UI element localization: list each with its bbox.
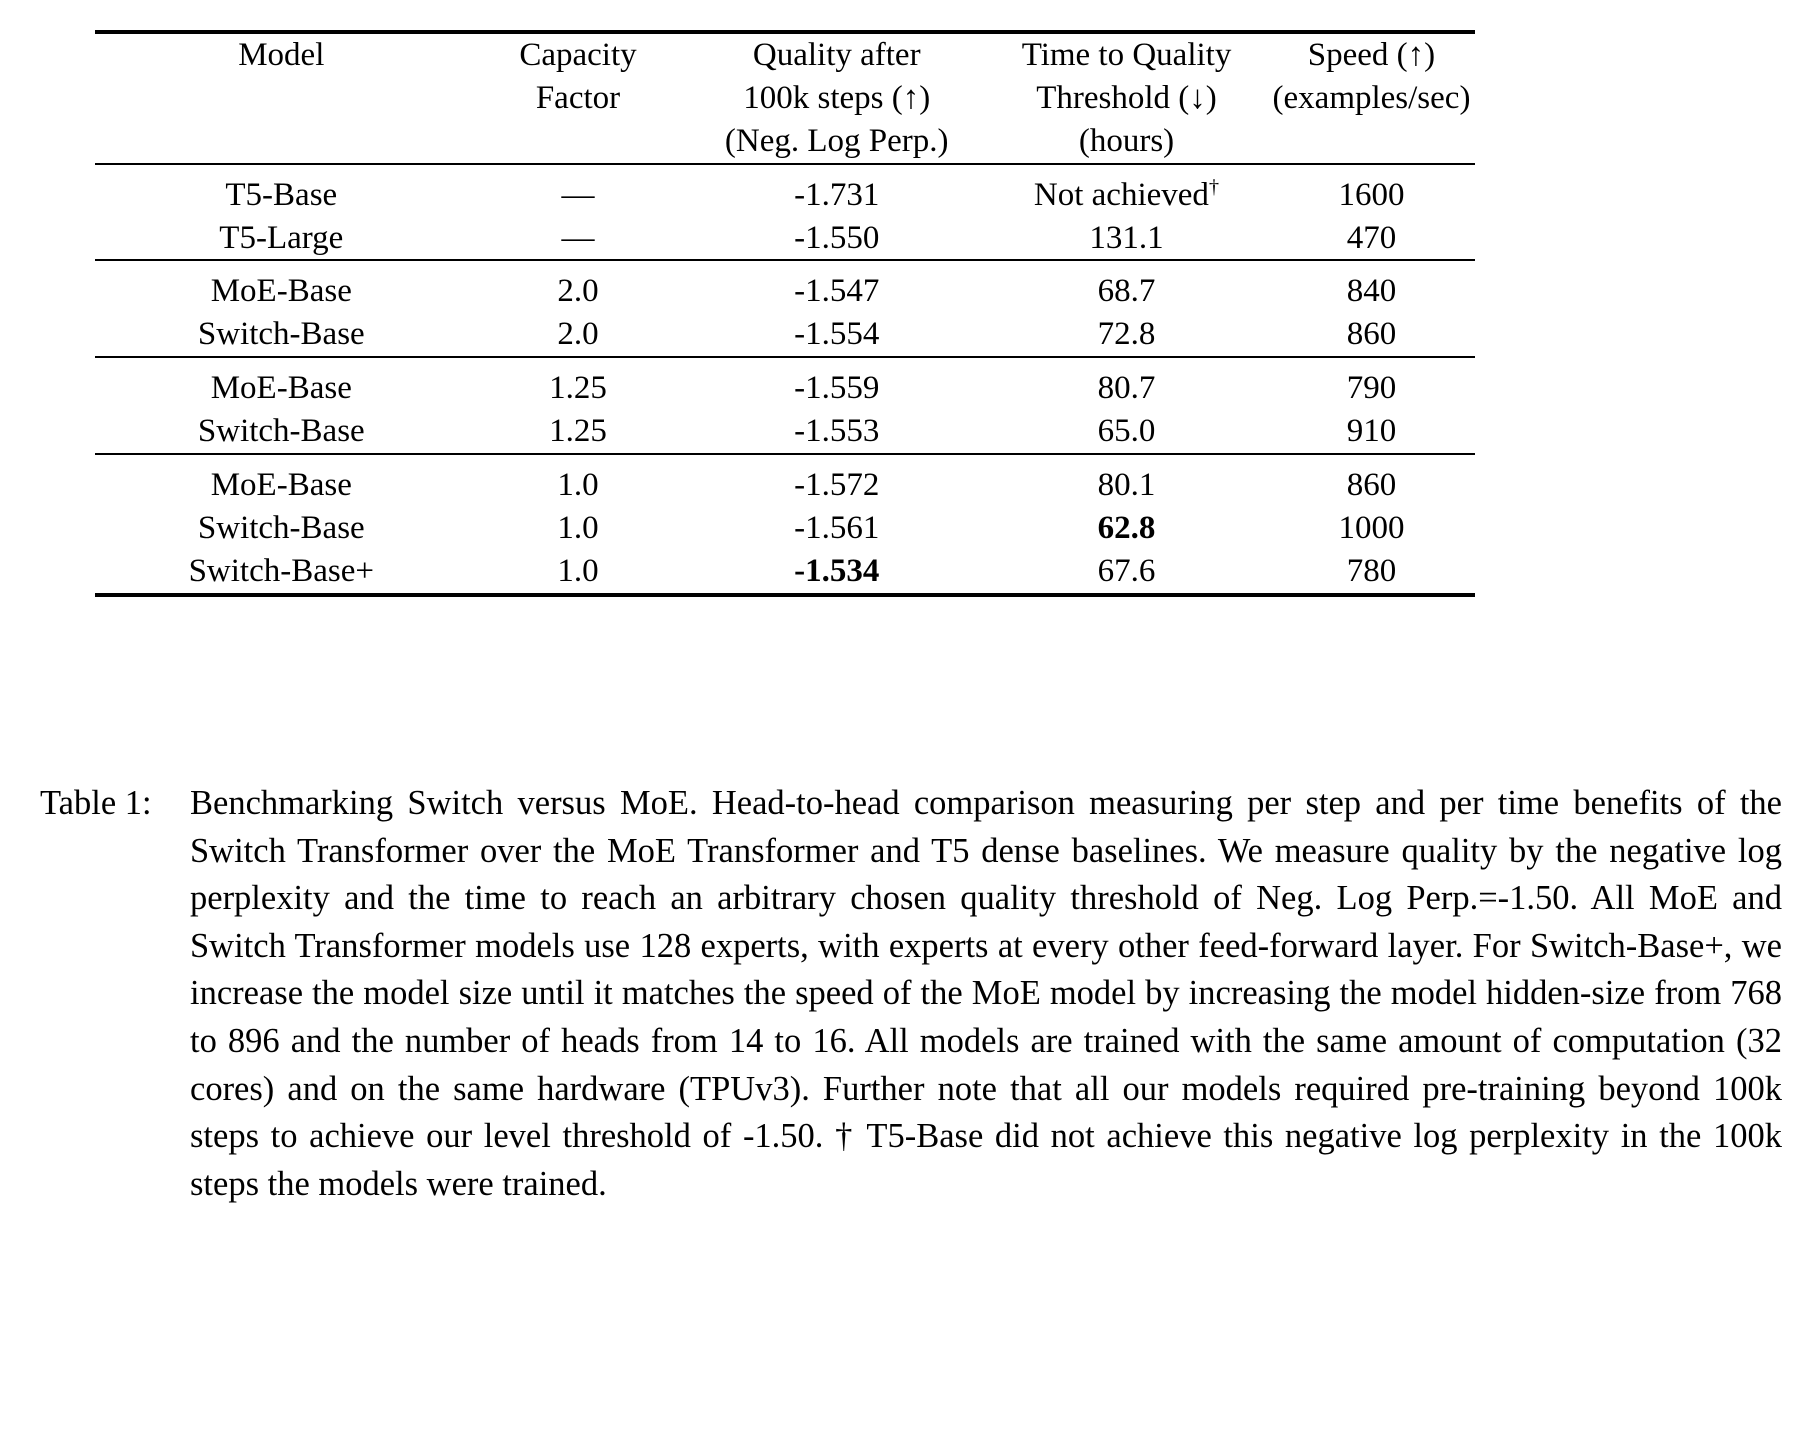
cell-quality: -1.559 bbox=[794, 370, 880, 407]
cell-speed: 470 bbox=[1346, 219, 1397, 256]
table-row bbox=[95, 217, 1475, 261]
cell-capacity-factor: 2.0 bbox=[557, 316, 599, 353]
column-header-quality-line3: (Neg. Log Perp.) bbox=[724, 122, 949, 159]
column-header-model bbox=[95, 32, 468, 164]
column-header-capacity-factor bbox=[468, 32, 689, 164]
cell-quality: -1.534 bbox=[794, 552, 880, 589]
column-header-model-line1: Model bbox=[238, 37, 325, 73]
cell-time-to-quality: 80.1 bbox=[1097, 467, 1156, 504]
cell-model: Switch-Base bbox=[197, 509, 365, 546]
cell-quality: -1.547 bbox=[794, 273, 880, 310]
column-header-time-line1: Time to Quality bbox=[1021, 37, 1232, 73]
cell-capacity-factor: 1.0 bbox=[557, 509, 599, 546]
table-row bbox=[95, 410, 1475, 454]
cell-quality: -1.550 bbox=[794, 219, 880, 256]
cell-time-to-quality: 67.6 bbox=[1097, 552, 1156, 589]
cell-speed: 860 bbox=[1346, 316, 1397, 353]
cell-speed: 1600 bbox=[1338, 176, 1405, 213]
cell-model: Switch-Base bbox=[197, 316, 365, 353]
table-row bbox=[95, 357, 1475, 410]
cell-time-to-quality: 80.7 bbox=[1097, 370, 1156, 407]
cell-capacity-factor: 1.0 bbox=[557, 552, 599, 589]
cell-time-to-quality: Not achieved† bbox=[1033, 175, 1220, 213]
table-row bbox=[95, 260, 1475, 313]
cell-capacity-factor: 2.0 bbox=[557, 273, 599, 310]
cell-model: Switch-Base+ bbox=[188, 552, 374, 589]
cell-capacity-factor: 1.25 bbox=[549, 413, 607, 450]
caption-label: Table 1: bbox=[40, 784, 152, 822]
cell-time-to-quality: 65.0 bbox=[1097, 413, 1156, 450]
cell-capacity-factor: — bbox=[561, 219, 595, 256]
benchmark-table-container bbox=[95, 30, 1475, 597]
footnote-dagger-marker: † bbox=[1208, 175, 1220, 198]
column-header-quality-line2: 100k steps (↑) bbox=[743, 79, 931, 116]
table-row bbox=[95, 454, 1475, 507]
table-row bbox=[95, 550, 1475, 595]
column-header-speed-line2: (examples/sec) bbox=[1272, 79, 1471, 116]
table-caption bbox=[40, 780, 1782, 1208]
caption-text: Benchmarking Switch versus MoE. Head-to-head comparison measuring per step and per time benefits of the Switch Transformer over the MoE Transformer and T5 dense baselines. We measure quality by the negative log perplexity and the time to reach an arbitrary chosen quality threshold of Neg. Log Perp.=-1.50. All MoE and Switch Transformer models use 128 experts, with experts at every other feed-forward layer. For Switch-Base+, we increase the model size until it matches the speed of the MoE model by increasing the model hidden-size from 768 to 896 and the number of heads from 14 to 16. All models are trained with the same amount of computation (32 cores) and on the same hardware (TPUv3). Further note that all our models required pre-training beyond 100k steps to achieve our level threshold of -1.50. † T5-Base did not achieve this negative log perplexity in the 100k steps the models were trained. bbox=[190, 784, 1782, 1203]
cell-quality: -1.572 bbox=[794, 467, 880, 504]
column-header-quality-line1: Quality after bbox=[752, 37, 921, 73]
cell-quality: -1.554 bbox=[794, 316, 880, 353]
cell-quality: -1.561 bbox=[794, 509, 880, 546]
benchmark-table bbox=[95, 30, 1475, 597]
table-header-row bbox=[95, 32, 1475, 164]
cell-capacity-factor: 1.0 bbox=[557, 467, 599, 504]
cell-time-to-quality: 131.1 bbox=[1089, 219, 1164, 256]
column-header-capacity-line1: Capacity bbox=[519, 37, 637, 73]
cell-model: MoE-Base bbox=[210, 467, 352, 504]
table-header bbox=[95, 32, 1475, 164]
cell-speed: 840 bbox=[1346, 273, 1397, 310]
cell-model: Switch-Base bbox=[197, 413, 365, 450]
cell-capacity-factor: — bbox=[561, 176, 595, 213]
cell-capacity-factor: 1.25 bbox=[549, 370, 607, 407]
column-header-speed bbox=[1268, 32, 1475, 164]
table-row bbox=[95, 313, 1475, 357]
table-body bbox=[95, 164, 1475, 597]
table-row bbox=[95, 507, 1475, 550]
cell-time-to-quality: 72.8 bbox=[1097, 316, 1156, 353]
table-bottom-rule bbox=[95, 595, 1475, 597]
column-header-speed-line1: Speed (↑) bbox=[1307, 37, 1436, 73]
cell-speed: 1000 bbox=[1338, 509, 1405, 546]
cell-speed: 860 bbox=[1346, 467, 1397, 504]
column-header-quality bbox=[688, 32, 985, 164]
column-header-capacity-line2: Factor bbox=[535, 79, 621, 116]
cell-time-to-quality: 62.8 bbox=[1097, 509, 1156, 546]
cell-quality: -1.553 bbox=[794, 413, 880, 450]
column-header-time-line3: (hours) bbox=[1078, 122, 1175, 159]
cell-speed: 790 bbox=[1346, 370, 1397, 407]
table-bottom-rule-cell bbox=[95, 595, 1475, 597]
cell-speed: 910 bbox=[1346, 413, 1397, 450]
column-header-time-line2: Threshold (↓) bbox=[1036, 79, 1217, 116]
cell-model: MoE-Base bbox=[210, 273, 352, 310]
cell-model: MoE-Base bbox=[210, 370, 352, 407]
cell-quality: -1.731 bbox=[794, 176, 880, 213]
table-row bbox=[95, 164, 1475, 217]
column-header-time-to-quality bbox=[985, 32, 1268, 164]
cell-model: T5-Base bbox=[225, 176, 338, 213]
cell-model: T5-Large bbox=[219, 219, 344, 256]
cell-speed: 780 bbox=[1346, 552, 1397, 589]
cell-time-to-quality: 68.7 bbox=[1097, 273, 1156, 310]
